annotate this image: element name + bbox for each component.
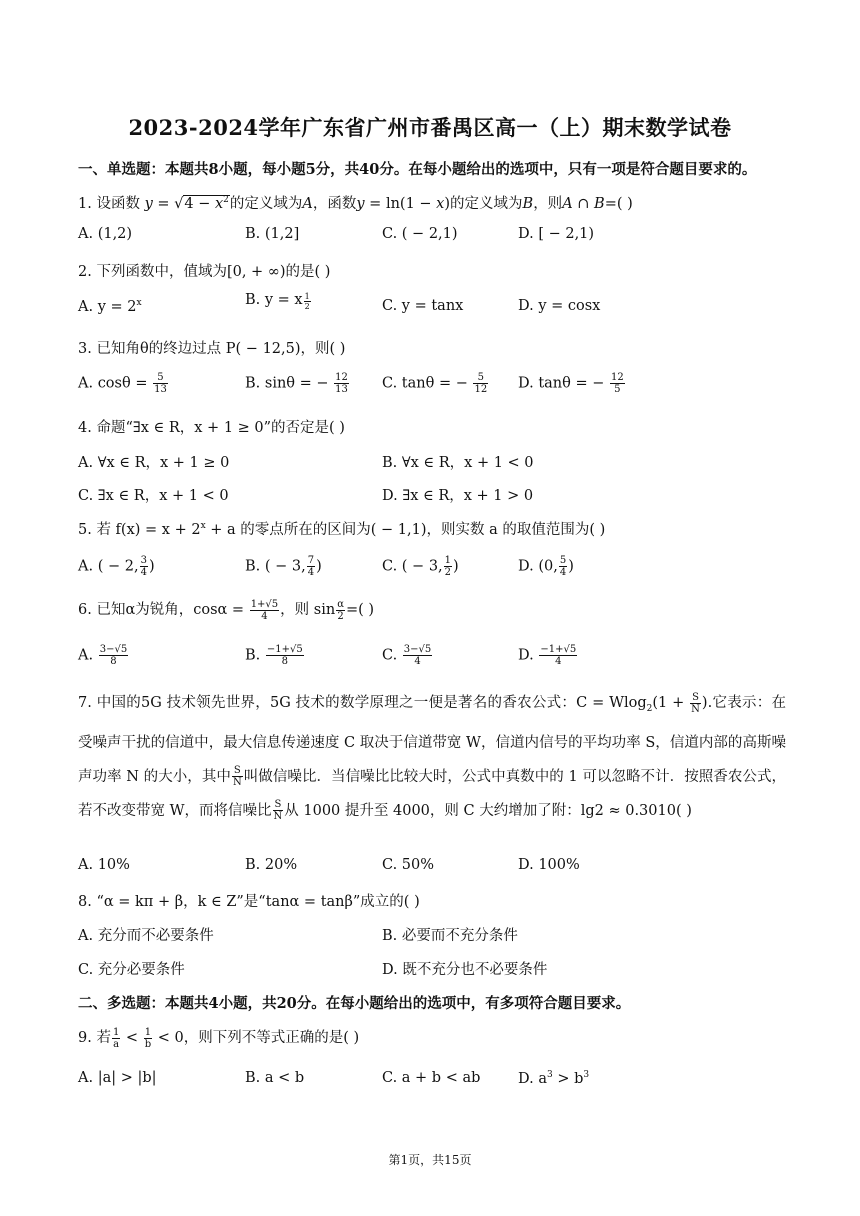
q1-option-a: A. (1,2) bbox=[78, 226, 133, 242]
q2-option-c: C. y = tanx bbox=[382, 298, 464, 314]
q5-option-b: B. ( − 3, $\frac{7}{4}$ ) bbox=[245, 555, 322, 578]
q7-option-d: D. 100% bbox=[518, 857, 580, 873]
q3-option-b: B. sinθ = − $\frac{12}{13}$ bbox=[245, 372, 348, 395]
q6-option-c: C. $\frac{3-√5}{4}$ bbox=[382, 644, 432, 667]
question-8: 8. “α = kπ + β，k ∈ Z”是“tanα = tanβ”成立的( ) bbox=[78, 894, 420, 910]
q6-option-b: B. $\frac{-1+√5}{8}$ bbox=[245, 644, 303, 667]
q1-option-c: C. ( − 2,1) bbox=[382, 226, 458, 242]
question-1: 1. 设函数 $y = √4 - x^2$的定义域为A，函数y = ln(1 − x)的定义域为B，则A ∩ B=( ) bbox=[78, 195, 633, 212]
section-heading-single-choice: 一、单选题：本题共8小题，每小题5分，共40分。在每小题给出的选项中，只有一项是符合题目要求的。 bbox=[78, 161, 757, 178]
question-2: 2. 下列函数中，值域为[0, + ∞)的是( ) bbox=[78, 264, 331, 280]
q5-option-d: D. (0, $\frac{5}{4}$ ) bbox=[518, 555, 574, 578]
q3-option-c: C. tanθ = − $\frac{5}{12}$ bbox=[382, 372, 488, 395]
q9-option-c: C. a + b < ab bbox=[382, 1070, 481, 1086]
q4-option-b: B. ∀x ∈ R，x + 1 < 0 bbox=[382, 455, 534, 471]
q2-option-d: D. y = cosx bbox=[518, 298, 601, 314]
q8-option-c: C. 充分必要条件 bbox=[78, 962, 185, 978]
question-6: 6. 已知α为锐角，cosα = $\frac{1+√5}{4}$ ，则 sin $\frac{\alpha}{2}$ =( ) bbox=[78, 598, 375, 622]
q3-option-a: A. cosθ = $\frac{5}{13}$ bbox=[78, 372, 167, 395]
q9-option-a: A. |a| > |b| bbox=[78, 1070, 157, 1086]
question-5: 5. 若 $f(x) = x + 2^x + a$ 的零点所在的区间为( − 1,1)，则实数 a 的取值范围为( ) bbox=[78, 521, 606, 538]
q7-option-b: B. 20% bbox=[245, 857, 298, 873]
page-footer: 第1页，共15页 bbox=[388, 1153, 472, 1167]
q4-option-a: A. ∀x ∈ R，x + 1 ≥ 0 bbox=[78, 455, 230, 471]
q6-option-a: A. $\frac{3-√5}{8}$ bbox=[78, 644, 128, 667]
question-7: 7. 中国的5G 技术领先世界，5G 技术的数学原理之一便是著名的香农公式：C = Wlog$_2$(1 + $\frac{S}{N}$ ).它表示：在受噪声干扰的信道中，最大信息传递速度 C 取决于信道带宽 W，信道内信号的平均功率 S，信道内部的高斯噪声功率 N 的大小，其中 $\frac{S}{N}$ 叫做信噪比．当信噪比比较大时，公式中真数中的 1 可以忽略不计．按照香农公式，若不改变带宽 W，而将信噪比 $\frac{S}{N}$ 从 1000 提升至 4000，则 C 大约增加了附：lg2 ≈ 0.3010( ) bbox=[78, 691, 786, 823]
q3-option-d: D. tanθ = − $\frac{12}{5}$ bbox=[518, 372, 624, 395]
q4-option-d: D. ∃x ∈ R，x + 1 > 0 bbox=[382, 488, 534, 504]
q5-option-c: C. ( − 3, $\frac{1}{2}$ ) bbox=[382, 555, 459, 578]
q8-option-b: B. 必要而不充分条件 bbox=[382, 928, 518, 944]
q5-option-a: A. ( − 2, $\frac{3}{4}$ ) bbox=[78, 555, 155, 578]
q2-option-b: B. y = x $\frac{1}{2}$ bbox=[245, 292, 310, 311]
q2-option-a: A. $y = 2^x$ bbox=[78, 298, 142, 315]
q8-option-d: D. 既不充分也不必要条件 bbox=[382, 962, 548, 978]
q7-option-a: A. 10% bbox=[78, 857, 130, 873]
question-4: 4. 命题“∃x ∈ R，x + 1 ≥ 0”的否定是( ) bbox=[78, 420, 345, 436]
page-title: 2023-2024学年广东省广州市番禺区高一（上）期末数学试卷 bbox=[128, 115, 732, 140]
q9-option-d: D. $a^3 > b^3$ bbox=[518, 1070, 590, 1087]
question-3: 3. 已知角θ的终边过点 P( − 12,5)，则( ) bbox=[78, 341, 346, 357]
q1-option-b: B. (1,2] bbox=[245, 226, 300, 242]
question-9: 9. 若 $\frac{1}{a}$ < $\frac{1}{b}$ < 0，则下列不等式正确的是( ) bbox=[78, 1026, 360, 1050]
section-heading-multi-choice: 二、多选题：本题共4小题，共20分。在每小题给出的选项中，有多项符合题目要求。 bbox=[78, 995, 631, 1012]
q7-option-c: C. 50% bbox=[382, 857, 435, 873]
q1-option-d: D. [ − 2,1) bbox=[518, 226, 595, 242]
q4-option-c: C. ∃x ∈ R，x + 1 < 0 bbox=[78, 488, 229, 504]
q6-option-d: D. $\frac{-1+√5}{4}$ bbox=[518, 644, 577, 667]
q9-option-b: B. a < b bbox=[245, 1070, 305, 1086]
q8-option-a: A. 充分而不必要条件 bbox=[78, 928, 214, 944]
